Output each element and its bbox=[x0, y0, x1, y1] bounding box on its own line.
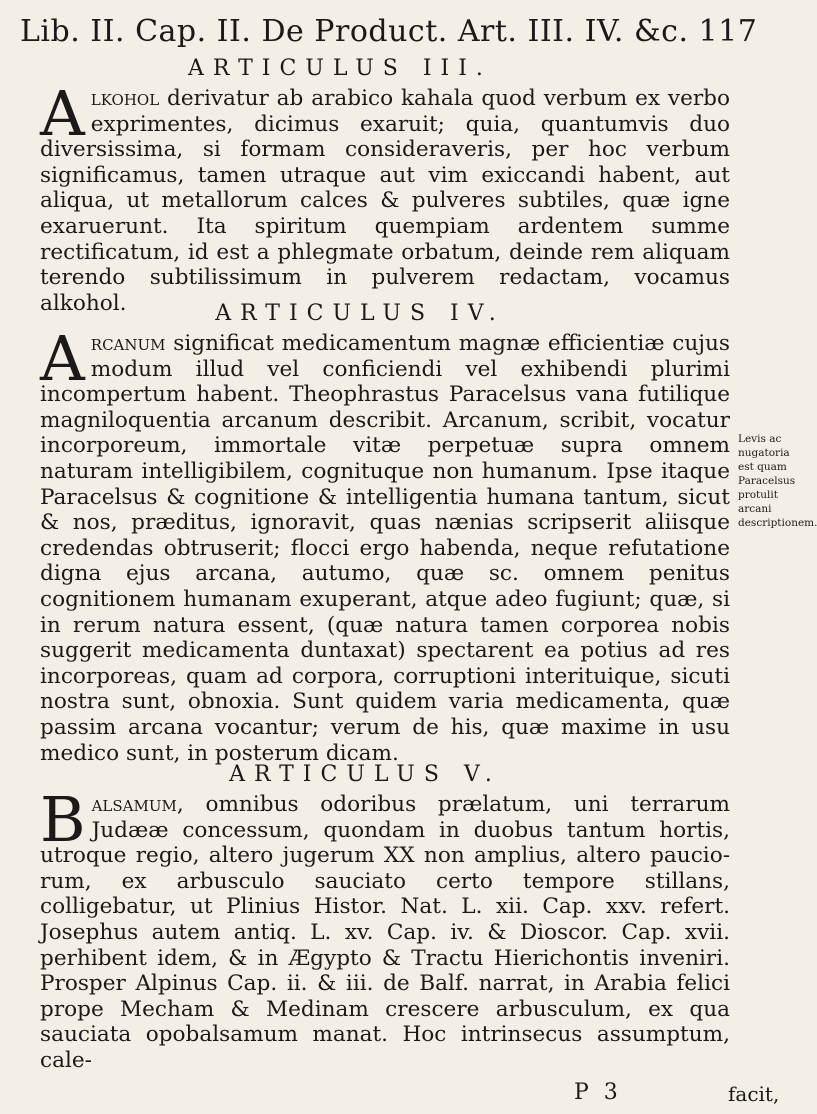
dropcap-a-2: A bbox=[40, 322, 85, 395]
article-3-lead: lkohol bbox=[90, 86, 160, 111]
dropcap-a: A bbox=[40, 77, 85, 150]
article-3-body bbox=[40, 77, 730, 316]
article-5-body bbox=[40, 783, 730, 1074]
article-5-lead: alsamum bbox=[91, 792, 177, 817]
marginal-note: Levis ac nugatoria est quam Paracelsus protulit arcani descriptionem. bbox=[738, 433, 817, 529]
article-3-heading: ARTICULUS III. bbox=[188, 56, 492, 81]
article-5-text: , omnibus odoribus prælatum, uni terrarum Judææ concessum, quondam in duobus tantum hortis, utroque regio, altero jugerum XX non amplius, altero paucio- rum, ex arbusculo sauciato certo tempore stillans, colligebatur, ut Plinius Histor. Nat. L. xii. Cap. xxv. refert. Josephus autem antiq. L. xv. Cap. iv. & Dioscor. Cap. xvii. perhibent idem, & in Ægypto & Tractu Hierichontis inveniri. Prosper Alpinus Cap. ii. & iii. de Balf. narrat, in Arabia felici prope Mecham & Medinam crescere arbusculum, ex qua sauciata opobalsamum manat. Hoc intrinsecus assumptum, cale- bbox=[40, 792, 730, 1073]
dropcap-b: B bbox=[40, 783, 86, 856]
catchword: facit, bbox=[728, 1082, 780, 1106]
article-3-text: derivatur ab arabico kahala quod verbum ex verbo exprimentes, dicimus exaruit; quia, quantumvis duo diversissima, si formam consideraveris, per hoc verbum significamus, tamen utraque aut vim exiccandi habent, aut aliqua, ut metallorum calces & pulveres subtiles, quæ igne exaruerunt. Ita spiritum quempiam ardentem summe rectificatum, id est a phlegmate orbatum, deinde rem aliquam terendo subtilissimum in pulverem redactam, vocamus alkohol. bbox=[40, 86, 730, 316]
article-4-lead: rcanum bbox=[90, 331, 166, 356]
signature-mark: P 3 bbox=[574, 1080, 622, 1105]
article-5-heading: ARTICULUS V. bbox=[229, 762, 501, 787]
running-head: Lib. II. Cap. II. De Product. Art. III. IV. &c. 117 bbox=[20, 14, 758, 49]
article-4-text: significat medicamentum magnæ efficientiæ cujus modum illud vel conficiendi vel exhibendi plurimi incompertum habent. Theophrastus Paracelsus vana futilique magniloquentia arcanum describit. Arcanum, scribit, vocatur incorporeum, immortale vitæ perpetuæ supra omnem naturam intelligibilem, cognituque non humanum. Ipse itaque Paracelsus & cognitione & intelligentia humana tantum, sicut & nos, præditus, ignoravit, quas nænias scripserit aliisque credendas obtruserit; flocci ergo habenda, neque refutatione digna ejus arcana, autumo, quæ sc. omnem penitus cognitionem humanam exuperant, atque adeo fugiunt; quæ, si in rerum natura essent, (quæ natura tamen corporea nobis suggerit medicamenta duntaxat) spectarent ea potius ad res incorporeas, quam ad corpora, corruptioni interituique, sicuti nostra sunt, obnoxia. Sunt quidem varia medicamenta, quæ passim arcana vocantur; verum de his, quæ maxime in usu medico sunt, in posterum dicam. bbox=[40, 331, 730, 766]
article-4-body bbox=[40, 322, 730, 766]
article-4-heading: ARTICULUS IV. bbox=[215, 301, 505, 326]
